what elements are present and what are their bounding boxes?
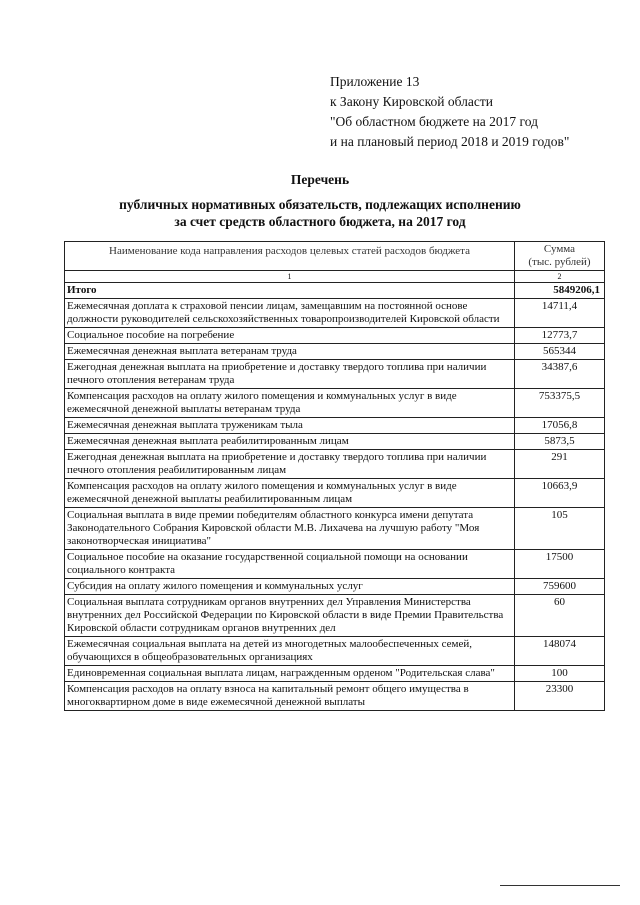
row-value-cell: 17500 (515, 550, 605, 579)
row-name-cell: Ежемесячная доплата к страховой пенсии лицам, замещавшим на постоянной основе должности руководителей сельскохозяйственных товаропроизводителей Кировской области (65, 299, 515, 328)
total-label: Итого (65, 283, 515, 299)
row-value-cell: 148074 (515, 637, 605, 666)
table-row (65, 666, 605, 682)
table-row (65, 328, 605, 344)
row-value-cell: 60 (515, 595, 605, 637)
row-name-cell: Ежемесячная денежная выплата труженикам тыла (65, 418, 515, 434)
table-row (65, 637, 605, 666)
table-row (65, 389, 605, 418)
appendix-line-4: и на плановый период 2018 и 2019 годов" (330, 134, 570, 149)
header-sum-unit: (тыс. рублей) (528, 256, 591, 268)
row-name-cell: Социальная выплата в виде премии победителям областного конкурса имени депутата Законодательного Собрания Кировской области М.В. Лихачева на лучшую работу "Моя законотворческая инициатива" (65, 508, 515, 550)
row-value-cell: 759600 (515, 579, 605, 595)
document-subtitle-1: публичных нормативных обязательств, подлежащих исполнению (119, 197, 521, 212)
table-row (65, 418, 605, 434)
row-value-cell: 100 (515, 666, 605, 682)
total-value: 5849206,1 (515, 283, 605, 299)
total-row (65, 283, 605, 299)
row-name-cell: Компенсация расходов на оплату взноса на капитальный ремонт общего имущества в многоквартирном доме в виде ежемесячной денежной выплаты (65, 682, 515, 711)
row-name-cell: Компенсация расходов на оплату жилого помещения и коммунальных услуг в виде ежемесячной денежной выплаты реабилитированным лицам (65, 479, 515, 508)
document-title: Перечень (290, 172, 350, 187)
table-row (65, 479, 605, 508)
row-value-cell: 17056,8 (515, 418, 605, 434)
row-name-cell: Социальное пособие на оказание государственной социальной помощи на основании социального контракта (65, 550, 515, 579)
column-number-2: 2 (515, 271, 605, 283)
table-row (65, 434, 605, 450)
obligations-table (64, 241, 605, 711)
table-row (65, 360, 605, 389)
table-header-row (65, 242, 605, 271)
appendix-line-3: "Об областном бюджете на 2017 год (330, 114, 538, 129)
row-value-cell: 565344 (515, 344, 605, 360)
header-sum-label: Сумма (543, 243, 576, 255)
table-row (65, 450, 605, 479)
row-value-cell: 14711,4 (515, 299, 605, 328)
row-value-cell: 12773,7 (515, 328, 605, 344)
document-subtitle-2: за счет средств областного бюджета, на 2017 год (174, 214, 466, 229)
row-value-cell: 34387,6 (515, 360, 605, 389)
header-name-cell: Наименование кода направления расходов целевых статей расходов бюджета (65, 242, 515, 271)
row-value-cell: 105 (515, 508, 605, 550)
footer-line (500, 885, 620, 886)
row-name-cell: Единовременная социальная выплата лицам, награжденным орденом "Родительская слава" (65, 666, 515, 682)
table-row (65, 344, 605, 360)
appendix-header (330, 72, 569, 152)
row-value-cell: 10663,9 (515, 479, 605, 508)
table-row (65, 579, 605, 595)
table-row (65, 595, 605, 637)
row-name-cell: Ежемесячная денежная выплата ветеранам труда (65, 344, 515, 360)
row-name-cell: Ежемесячная социальная выплата на детей из многодетных малообеспеченных семей, обучающихся в общеобразовательных организациях (65, 637, 515, 666)
row-name-cell: Субсидия на оплату жилого помещения и коммунальных услуг (65, 579, 515, 595)
row-value-cell: 5873,5 (515, 434, 605, 450)
row-name-cell: Ежемесячная денежная выплата реабилитированным лицам (65, 434, 515, 450)
row-name-cell: Социальная выплата сотрудникам органов внутренних дел Управления Министерства внутренних дел Российской Федерации по Кировской области в виде Премии Правительства Кировской области сотрудникам органов внутренних дел (65, 595, 515, 637)
header-sum-cell (515, 242, 605, 271)
table-row (65, 299, 605, 328)
row-name-cell: Компенсация расходов на оплату жилого помещения и коммунальных услуг в виде ежемесячной денежной выплаты ветеранам труда (65, 389, 515, 418)
column-number-1: 1 (65, 271, 515, 283)
row-value-cell: 23300 (515, 682, 605, 711)
appendix-line-1: Приложение 13 (330, 74, 420, 89)
table-row (65, 682, 605, 711)
appendix-line-2: к Закону Кировской области (330, 94, 494, 109)
row-name-cell: Социальное пособие на погребение (65, 328, 515, 344)
table-row (65, 550, 605, 579)
row-value-cell: 291 (515, 450, 605, 479)
row-value-cell: 753375,5 (515, 389, 605, 418)
column-number-row (65, 271, 605, 283)
row-name-cell: Ежегодная денежная выплата на приобретение и доставку твердого топлива при наличии печного отопления ветеранам труда (65, 360, 515, 389)
row-name-cell: Ежегодная денежная выплата на приобретение и доставку твердого топлива при наличии печного отопления реабилитированным лицам (65, 450, 515, 479)
table-row (65, 508, 605, 550)
